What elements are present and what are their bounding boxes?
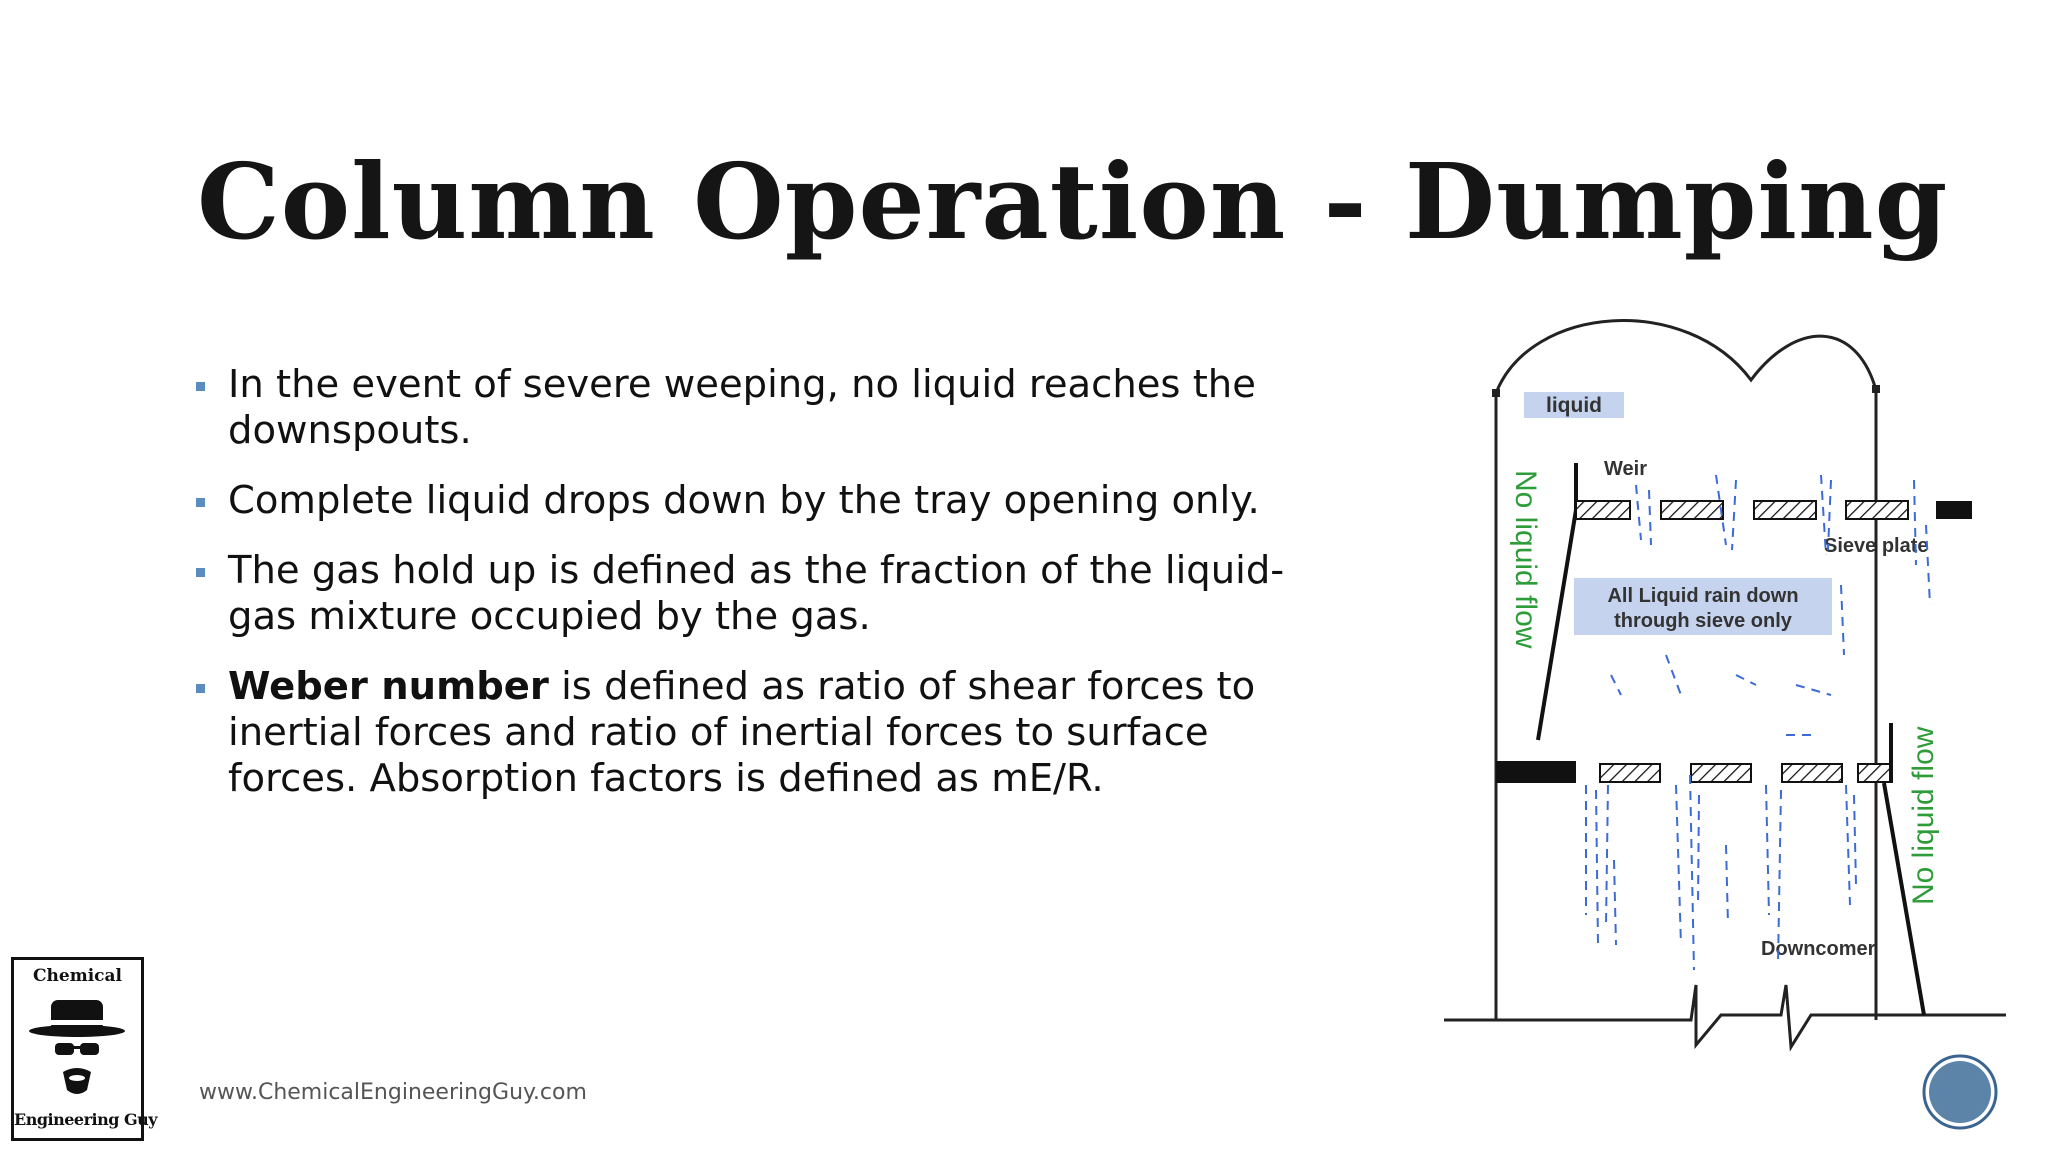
column-top-cap-left	[1492, 389, 1500, 397]
lower-downcomer-seal	[1496, 761, 1576, 783]
bullet-item	[196, 362, 1326, 454]
bullet-item	[196, 664, 1326, 802]
liquid-label: liquid	[1546, 394, 1602, 417]
footer-website-link[interactable]: www.ChemicalEngineeringGuy.com	[199, 1080, 587, 1105]
lower-sieve-plate	[1600, 764, 1892, 782]
sieve-plate-label: Sieve plate	[1824, 535, 1929, 557]
slide-nav-circle-icon[interactable]	[1920, 1052, 2000, 1132]
bullet-marker	[196, 568, 205, 577]
logo-text-top: Chemical	[33, 966, 122, 986]
chemical-engineering-guy-logo	[11, 957, 158, 1141]
bullet-text: is defined as ratio of shear forces to inertial forces and ratio of inertial forces to surface forces. Absorption factors is defined as mE/R.	[228, 664, 1256, 801]
bullet-marker	[196, 498, 205, 507]
bullet-marker	[196, 684, 205, 693]
bullet-item	[196, 548, 1326, 640]
upper-downcomer-wall	[1538, 510, 1576, 740]
slide-title: Column Operation - Dumping	[197, 140, 1949, 263]
bullet-text: In the event of severe weeping, no liquid reaches the downspouts.	[228, 362, 1256, 453]
bullet-text: Complete liquid drops down by the tray opening only.	[228, 478, 1260, 523]
weir-label: Weir	[1604, 458, 1647, 480]
dumping-tray-diagram	[1436, 305, 2006, 1060]
downcomer-label: Downcomer	[1761, 938, 1876, 960]
bullet-text: The gas hold up is defined as the fraction of the liquid-gas mixture occupied by the gas.	[228, 548, 1285, 639]
rain-label-line2: through sieve only	[1614, 610, 1792, 632]
upper-sieve-plate	[1576, 501, 1972, 519]
bullet-list	[196, 362, 1326, 826]
no-flow-right-label: No liquid flow	[1907, 726, 1940, 905]
no-flow-left-label: No liquid flow	[1509, 470, 1542, 649]
column-shell	[1496, 321, 1876, 1020]
bullet-marker	[196, 382, 205, 391]
logo-text-bottom: Engineering Guy	[14, 1110, 158, 1129]
bullet-item	[196, 478, 1326, 524]
bullet-bold-text: Weber number	[228, 664, 549, 709]
column-top-cap-right	[1872, 385, 1880, 393]
rain-label-line1: All Liquid rain down	[1607, 585, 1799, 607]
